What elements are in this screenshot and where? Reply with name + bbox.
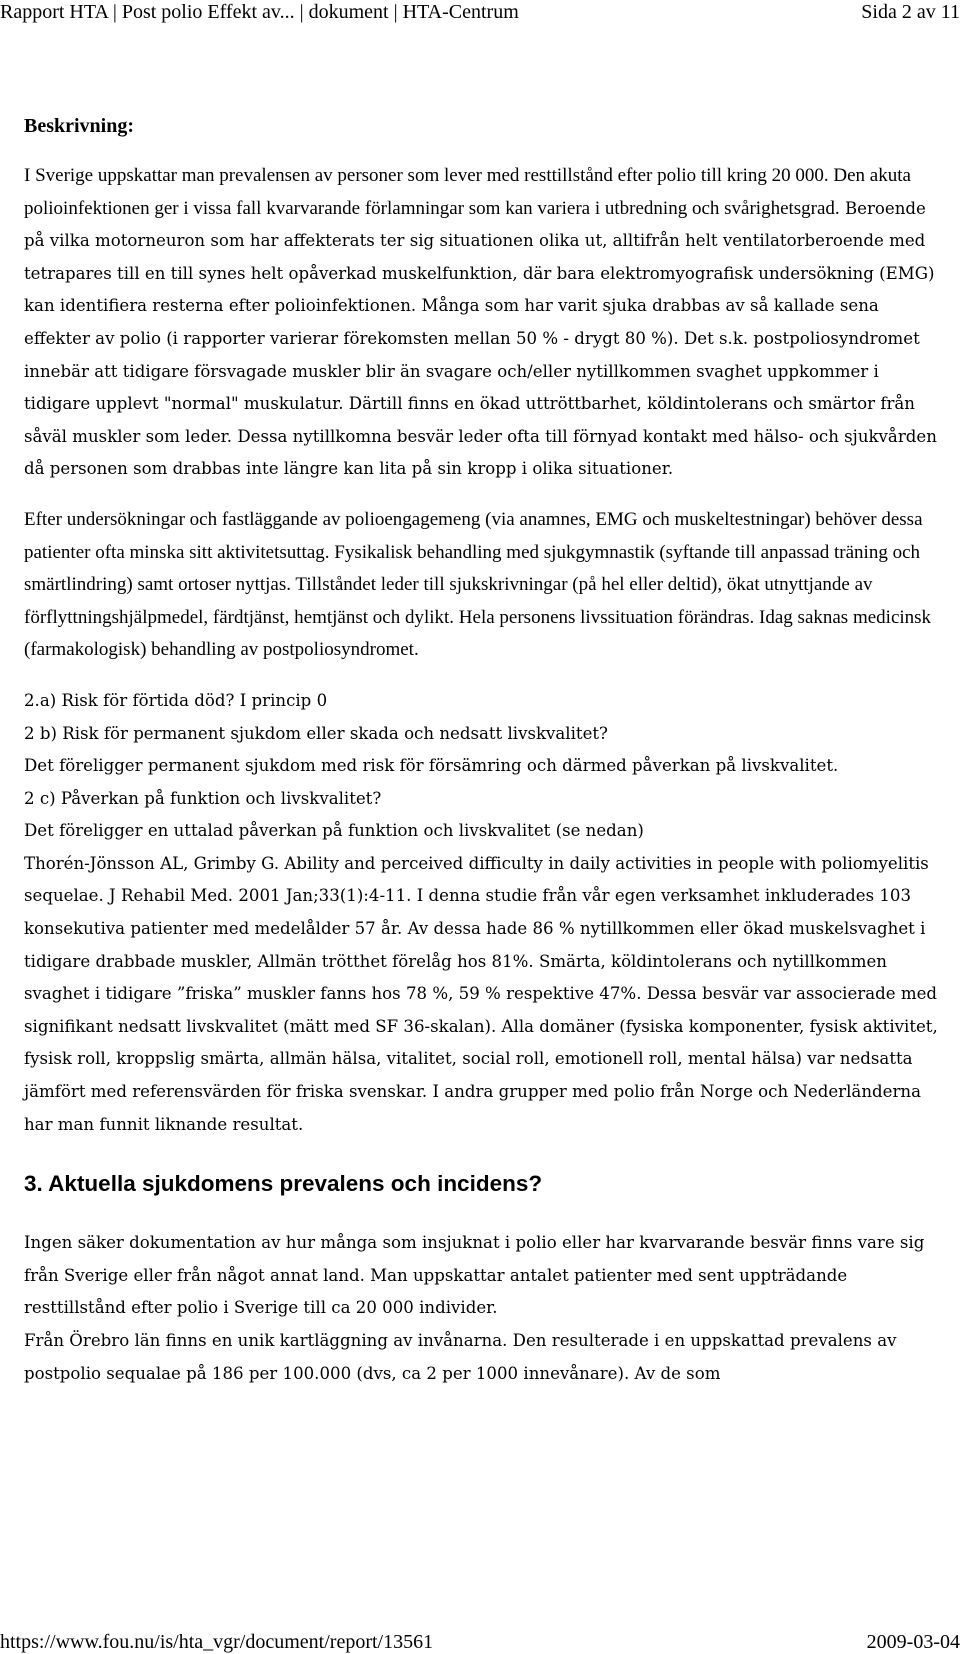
section-3-paragraph-1: Ingen säker dokumentation av hur många som insjuknat i polio eller har kvarvarande besvär finns vare sig från Sverige eller från något annat land. Man uppskattar antalet patienter med sent uppträdande resttillstånd efter polio i Sverige till ca 20 000 individer. (24, 1233, 925, 1318)
page-header (0, 0, 960, 24)
reference-paragraph: Thorén-Jönsson AL, Grimby G. Ability and perceived difficulty in daily activities in people with poliomyelitis sequelae. J Rehabil Med. 2001 Jan;33(1):4-11. I denna studie från vår egen verksamhet inkluderades 103 konsekutiva patienter med medelålder 57 år. Av dessa hade 86 % nytillkommen eller ökad muskelsvaghet i tidigare drabbade muskler, Allmän trötthet förelåg hos 81%. Smärta, köldintolerans och nytillkommen svaghet i tidigare ”friska” muskler fanns hos 78 %, 59 % respektive 47%. Dessa besvär var associerade med signifikant nedsatt livskvalitet (mätt med SF 36-skalan). Alla domäner (fysiska komponenter, fysisk aktivitet, fysisk roll, kroppslig smärta, allmän hälsa, vitalitet, social roll, emotionell roll, mental hälsa) var nedsatta jämfört med referensvärden för friska svenskar. I andra grupper med polio från Norge och Nederländerna har man funnit liknande resultat. (24, 853, 938, 1134)
section-3-title: 3. Aktuella sjukdomens prevalens och incidens? (24, 1171, 543, 1197)
section-3-paragraph-2: Från Örebro län finns en unik kartläggning av invånarna. Den resulterade i en uppskattad prevalens av postpolio sequalae på 186 per 100.000 (dvs, ca 2 per 1000 innevånare). Av de som (24, 1331, 897, 1383)
answer-2c: Det föreligger en uttalad påverkan på funktion och livskvalitet (se nedan) (24, 821, 644, 841)
footer-date: 2009-03-04 (866, 1631, 960, 1653)
description-paragraph-2: Efter undersökningar och fastläggande av polioengagemeng (via anamnes, EMG och muskeltestningar) behöver dessa patienter ofta minska sitt aktivitetsuttag. Fysikalisk behandling med sjukgymnastik (syftande till anpassad träning och smärtlindring) samt ortoser nyttjas. Tillståndet leder till sjukskrivningar (på hel eller deltid), ökat utnyttjande av förflyttningshjälpmedel, färdtjänst, hemtjänst och dylikt. Hela personens livssituation förändras. Idag saknas medicinsk (farmakologisk) behandling av postpoliosyndromet. (24, 508, 932, 661)
question-answer-block (24, 685, 944, 1141)
description-paragraph-1-lead: I Sverige uppskattar man prevalensen av personer som lever med resttillstånd efter polio till kring 20 000. Den akuta polioinfektionen ger i vissa fall kvarvarande förlamningar som kan variera i utbredning och svårighetsgrad. (24, 165, 911, 219)
paragraph-spacer (24, 667, 944, 685)
document-title: Rapport HTA | Post polio Effekt av... | dokument | HTA-Centrum (0, 1, 519, 23)
section-3-body (24, 1227, 944, 1390)
description-paragraph-1 (24, 160, 944, 486)
question-2c: 2 c) Påverkan på funktion och livskvalitet? (24, 788, 382, 808)
answer-2b: Det föreligger permanent sjukdom med risk för försämring och därmed påverkan på livskvalitet. (24, 756, 839, 776)
document-body (24, 110, 944, 1390)
description-paragraph-1-tail: Beroende på vilka motorneuron som har affekterats ter sig situationen olika ut, alltifrån helt ventilatorberoende med tetrapares till en till synes helt opåverkad muskelfunktion, där bara elektromyografisk undersökning (EMG) kan identifiera resterna efter polioinfektionen. Många som har varit sjuka drabbas av så kallade sena effekter av polio (i rapporter varierar förekomsten mellan 50 % - drygt 80 %). Det s.k. postpoliosyndromet innebär att tidigare försvagade muskler blir än svagare och/eller nytillkommen svaghet uppkommer i tidigare upplevt "normal" muskulatur. Därtill finns en ökad uttröttbarhet, köldintolerans och smärtor från såväl muskler som leder. Dessa nytillkomna besvär leder ofta till förnyad kontakt med hälso- och sjukvården då personen som drabbas inte längre kan lita på sin kropp i olika situationer. (24, 198, 937, 479)
page-footer (0, 1630, 960, 1654)
page-number: Sida 2 av 11 (861, 1, 960, 23)
footer-url: https://www.fou.nu/is/hta_vgr/document/report/13561 (0, 1631, 434, 1653)
question-2a: 2.a) Risk för förtida död? I princip 0 (24, 690, 328, 710)
description-heading: Beskrivning: (24, 115, 135, 137)
paragraph-spacer (24, 486, 944, 504)
question-2b: 2 b) Risk för permanent sjukdom eller skada och nedsatt livskvalitet? (24, 723, 608, 743)
